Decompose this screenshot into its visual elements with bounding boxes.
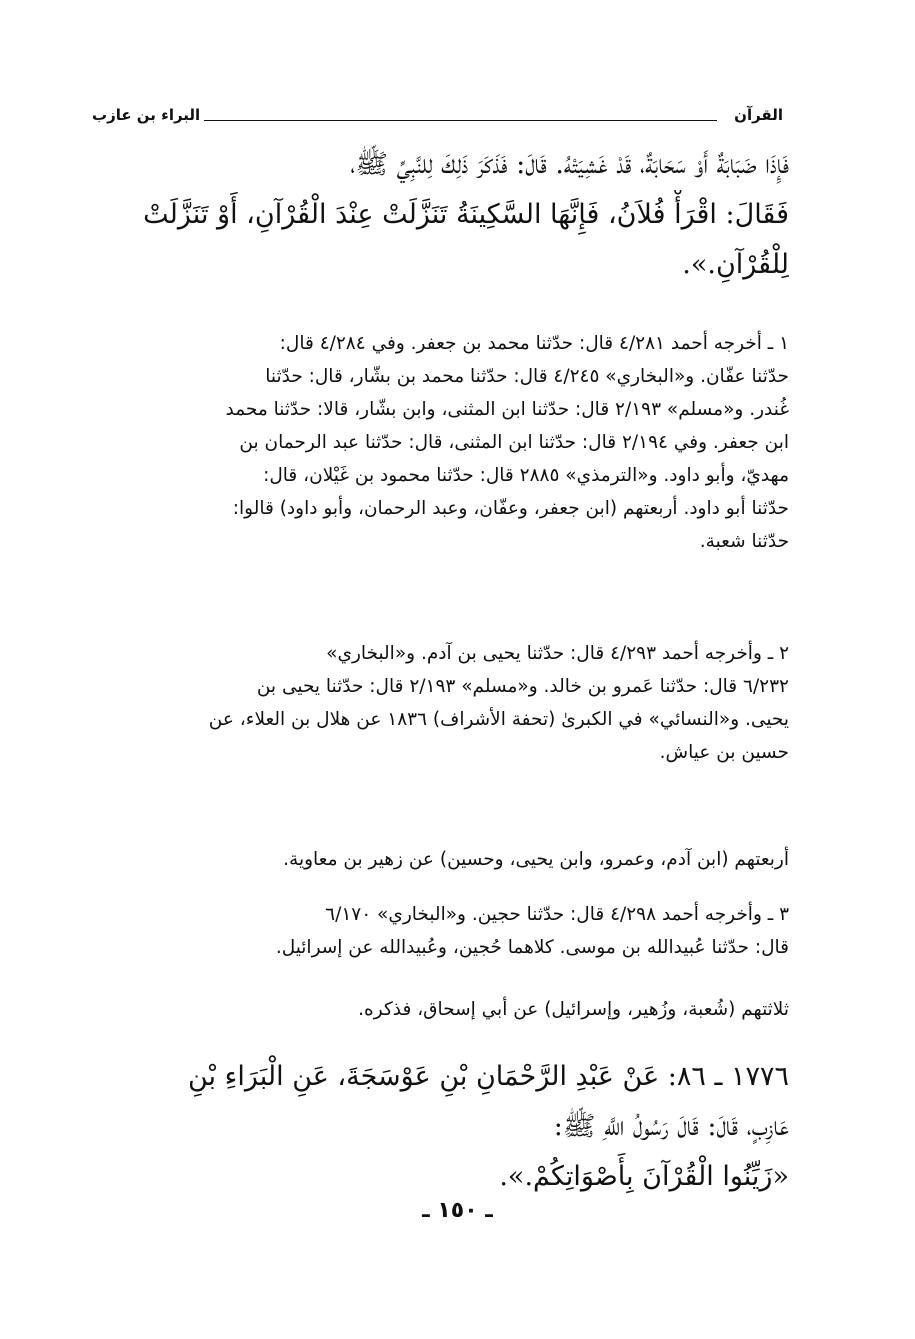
hadith-line: عَازِبٍ، قَالَ: قَالَ رَسُولُ اللَّهِ ﷺ:	[553, 1111, 789, 1142]
hadith-line: «زَيِّنُوا الْقُرْآنَ بِأَصْوَاتِكُمْ.».	[499, 1161, 789, 1192]
running-header	[88, 104, 787, 130]
hadith-continuation	[88, 140, 789, 290]
note-line: ٢ ـ وأخرجه أحمد ٤/٢٩٣ قال: حدّثنا يحيى بن آدم. و«البخاري»	[326, 643, 789, 664]
page-number: ـ ١٥٠ ـ	[422, 1198, 493, 1223]
note-line: ثلاثتهم (شُعبة، وزُهير، وإسرائيل) عن أبي إسحاق، فذكره.	[358, 999, 789, 1020]
note-line: ٣ ـ وأخرجه أحمد ٤/٢٩٨ قال: حدّثنا حجين. و«البخاري» ٦/١٧٠	[325, 904, 789, 925]
note-line: حدّثنا أبو داود. أربعتهم (ابن جعفر، وعفّان، وعبد الرحمان، وأبو داود) قالوا:	[232, 498, 789, 519]
hadith-line: ١٧٧٦ ـ ٨٦: عَنْ عَبْدِ الرَّحْمَانِ بْنِ عَوْسَجَةَ، عَنِ الْبَرَاءِ بْنِ	[187, 1061, 789, 1092]
note-line: ٦/٢٣٢ قال: حدّثنا عَمرو بن خالد. و«مسلم» ٢/١٩٣ قال: حدّثنا يحيى بن	[256, 676, 789, 697]
takhrij-note-2-summary	[88, 843, 789, 876]
hadith-line: فَإِذَا ضَبَابَةٌ أَوْ سَحَابَةٌ، قَدْ غَشِيَتْهُ. قَالَ: فَذَكَرَ ذَلِكَ لِلنَّبِيِّ ﷺ،	[350, 149, 789, 180]
note-line: ١ ـ أخرجه أحمد ٤/٢٨١ قال: حدّثنا محمد بن جعفر. وفي ٤/٢٨٤ قال:	[279, 333, 789, 354]
note-line: غُندر. و«مسلم» ٢/١٩٣ قال: حدّثنا ابن المثنى، وابن بشّار، قالا: حدّثنا محمد	[225, 399, 789, 420]
header-section-title: القرآن	[730, 104, 787, 126]
hadith-line: فَقَالَ: اقْرَأْ فُلاَنُ، فَإِنَّهَا السَّكِينَةُ تَنَزَّلَتْ عِنْدَ الْقُرْآنِ، أَوْ تَنَزَّلَتْ	[143, 199, 789, 230]
note-line: أربعتهم (ابن آدم، وعمرو، وابن يحيى، وحسين) عن زهير بن معاوية.	[283, 849, 789, 870]
next-hadith	[88, 1052, 789, 1202]
note-line: حسين بن عياش.	[659, 742, 789, 763]
note-line: حدّثنا شعبة.	[699, 531, 789, 552]
note-line: يحيى. و«النسائي» في الكبرىٰ (تحفة الأشراف) ١٨٣٦ عن هلال بن العلاء، عن	[208, 709, 789, 730]
header-chapter-title: البراء بن عازب	[88, 104, 204, 126]
note-line: ابن جعفر. وفي ٢/١٩٤ قال: حدّثنا ابن المثنى، قال: حدّثنا عبد الرحمان بن	[239, 432, 789, 453]
takhrij-note-3	[88, 898, 789, 964]
note-line: قال: حدّثنا عُبيدالله بن موسى. كلاهما حُجين، وعُبيدالله عن إسرائيل.	[275, 937, 789, 958]
takhrij-note-2	[88, 637, 789, 769]
takhrij-note-3-summary	[88, 993, 789, 1026]
note-line: حدّثنا عفّان. و«البخاري» ٤/٢٤٥ قال: حدّثنا محمد بن بشّار، قال: حدّثنا	[265, 366, 789, 387]
header-rule	[178, 120, 717, 121]
note-line: مهديّ، وأبو داود. و«الترمذي» ٢٨٨٥ قال: حدّثنا محمود بن غَيْلان، قال:	[263, 465, 789, 486]
takhrij-note-1	[88, 327, 789, 558]
hadith-line: لِلْقُرْآنِ.».	[682, 249, 789, 280]
